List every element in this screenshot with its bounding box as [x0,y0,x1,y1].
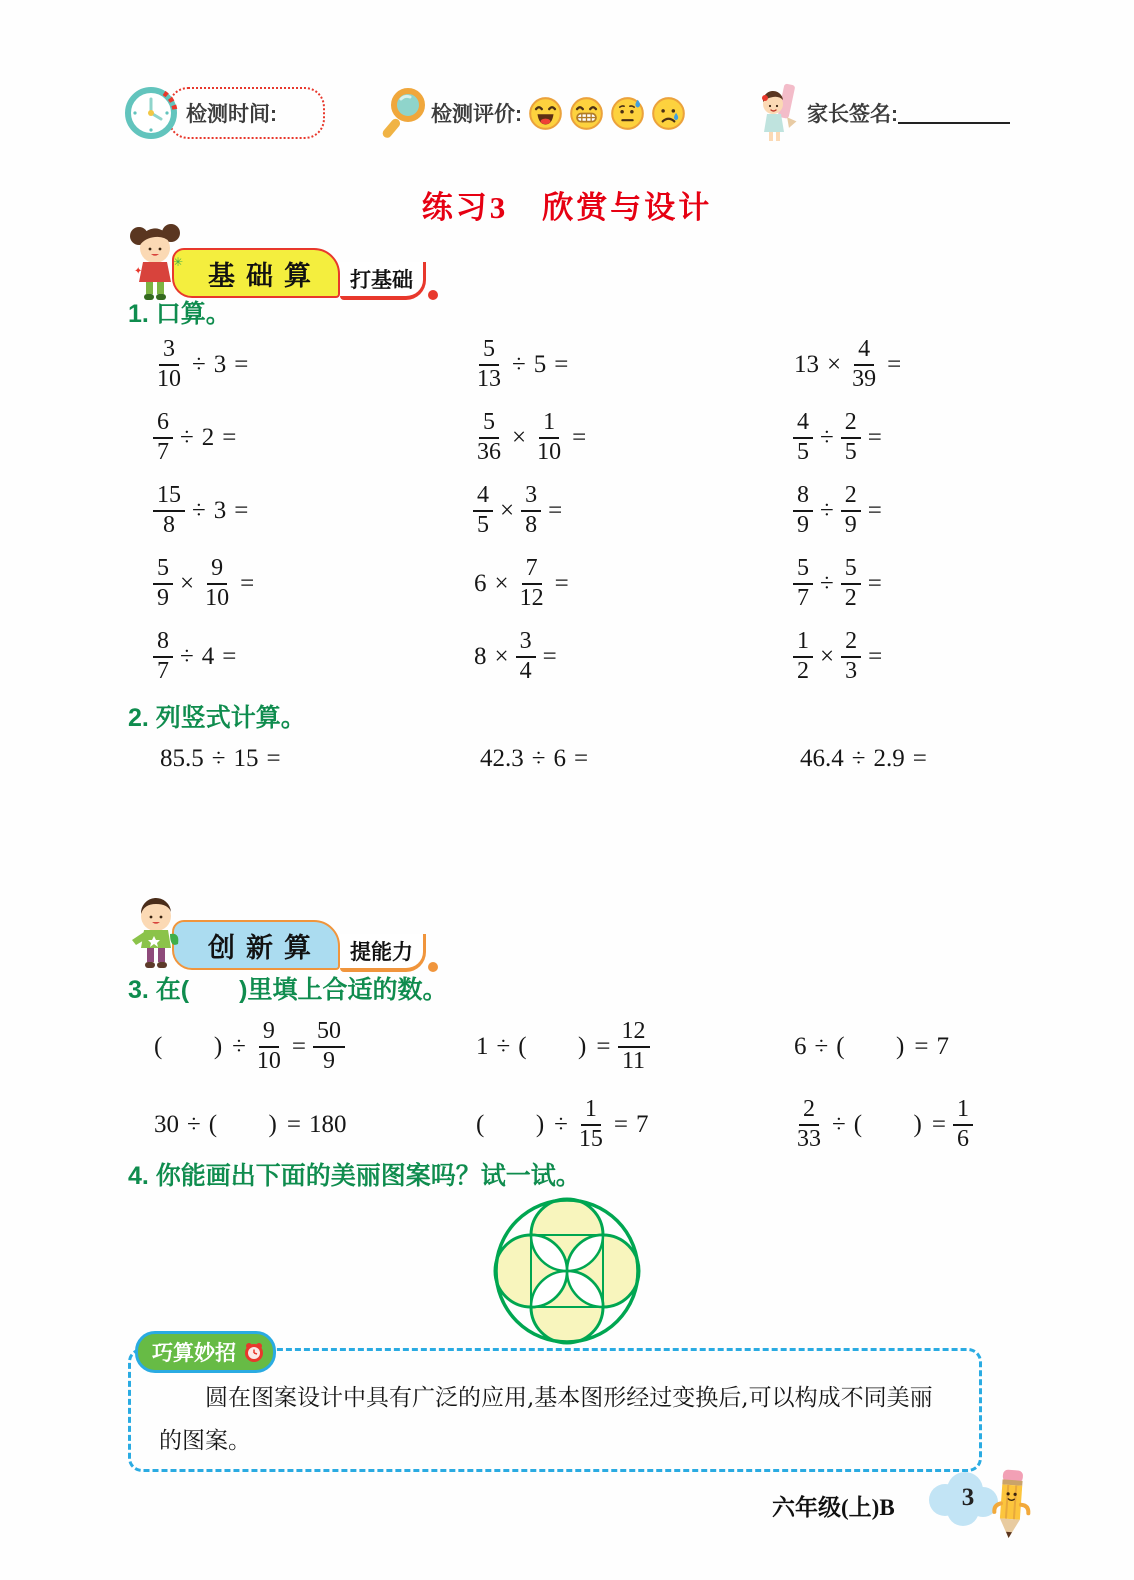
math-expression [470,337,790,393]
fraction-denominator: 6 [957,1126,969,1152]
fraction [841,483,861,539]
math-token: 4 [201,642,215,670]
fraction [793,556,813,612]
fraction-denominator: 2 [844,584,857,611]
fraction [793,629,813,685]
math-token: 6 [474,569,487,597]
evaluation-label: 检测评价: [431,103,522,126]
math-expression [150,483,470,539]
math-expression [790,1033,1050,1061]
math-token: ÷ [531,745,546,772]
math-expression [790,483,1020,539]
question2-heading: 2. 列竖式计算。 [128,704,306,732]
fraction [953,1097,973,1153]
math-expression [476,745,796,773]
fraction [575,1097,607,1153]
laughing-face-icon [528,96,563,131]
fraction-denominator: 36 [477,438,501,465]
math-token: 15 [233,745,259,772]
svg-text:✳: ✳ [173,255,184,269]
math-token: ÷ [814,1033,829,1060]
math-expression [470,410,790,466]
fraction-denominator: 9 [157,584,169,611]
signature-group [759,82,1010,144]
math-token: ÷ [187,1111,201,1138]
blank-parentheses: ( ) [208,1111,279,1138]
math-token: ÷ [820,423,834,451]
fraction [841,410,861,466]
math-token: 8 [474,642,487,670]
math-token: 30 [154,1111,179,1138]
footer-page-group [915,1458,1055,1550]
fraction-numerator: 6 [153,410,173,439]
boy-cartoon-icon [126,894,188,974]
fraction-denominator: 7 [157,657,169,684]
math-token: = [572,423,587,451]
fraction [841,556,861,612]
math-token: = [266,745,281,772]
tip-badge-label: 巧算妙招 [152,1342,236,1365]
fraction-denominator: 39 [852,365,877,392]
question2-expressions [156,730,1026,788]
math-token: = [548,496,563,524]
girl-cartoon-icon [126,222,188,302]
fraction [153,410,173,466]
math-token: = [931,1111,946,1138]
math-token: = [286,1111,301,1138]
banner-innovate-title: 创新算 [172,920,340,970]
fraction-numerator: 3 [521,483,541,512]
math-token: ÷ [820,569,834,597]
fraction [793,1097,825,1153]
math-token: × [494,569,509,597]
fraction-denominator: 8 [163,511,175,538]
fraction-numerator: 8 [153,629,173,658]
fraction [533,410,565,466]
fraction-numerator: 50 [313,1019,345,1048]
worried-sweat-face-icon [610,96,645,131]
svg-text:✦: ✦ [134,266,143,277]
math-token: ÷ [496,1033,511,1060]
fraction [516,629,536,685]
fraction-denominator: 2 [797,657,809,684]
clock-icon [124,84,182,142]
math-token: × [827,350,842,378]
fraction-numerator: 2 [841,410,861,439]
math-token: × [494,642,509,670]
math-token: ÷ [180,423,194,451]
math-token: ÷ [180,642,194,670]
crying-face-icon [651,96,686,131]
math-token: = [914,1033,929,1060]
fraction-denominator: 9 [844,511,857,538]
signature-line [898,102,1010,124]
math-expression [470,483,790,539]
question3-expressions [150,1008,1050,1164]
fraction-denominator: 13 [477,365,501,392]
fraction-numerator: 4 [793,410,813,439]
math-token: 1 [476,1033,489,1060]
math-token: ÷ [820,496,834,524]
math-token: = [868,642,883,670]
fraction-numerator: 5 [793,556,813,585]
fraction-numerator: 1 [793,629,813,658]
blank-parentheses: ( ) [853,1111,924,1138]
math-token: = [867,569,882,597]
fraction-numerator: 4 [473,483,493,512]
math-expression [156,745,476,773]
test-time-group [124,84,325,142]
fraction-numerator: 5 [841,556,861,585]
blank-parentheses: ( ) [476,1111,547,1138]
fraction-denominator: 3 [845,657,858,684]
math-expression [790,410,1020,466]
fraction-denominator: 11 [621,1048,646,1074]
math-token: 3 [213,496,227,524]
fraction-denominator: 4 [519,657,532,684]
evaluation-group [381,87,686,139]
math-expression [790,337,1020,393]
banner-basic-tag: 打基础 [340,262,426,300]
math-token: 3 [213,350,227,378]
math-token: = [912,745,927,772]
question1-heading: 1. 口算。 [128,300,231,328]
math-expression [472,1097,790,1153]
math-token: = [613,1111,628,1138]
fraction-denominator: 10 [537,438,562,465]
math-token: × [820,642,835,670]
fraction [841,629,861,685]
math-expression [150,629,470,685]
fraction [473,337,505,393]
math-expression [150,1019,472,1075]
math-expression [790,1097,1050,1153]
section-banner-basic [126,224,438,302]
math-token: = [222,642,237,670]
math-token: = [596,1033,611,1060]
test-time-box [168,87,325,139]
math-token: = [542,642,557,670]
math-token: 180 [309,1111,347,1138]
math-token: = [234,496,249,524]
fraction-numerator: 3 [159,337,179,366]
math-token: = [234,350,249,378]
math-expression [470,629,790,685]
math-expression [150,1111,472,1139]
page-title: 练习3 欣赏与设计 [421,190,713,225]
math-token: 5 [533,350,547,378]
fraction-denominator: 33 [797,1126,821,1152]
fraction-numerator: 8 [793,483,813,512]
fraction-denominator: 8 [525,511,538,538]
math-token: ÷ [192,496,206,524]
question1-expressions [150,328,1020,693]
math-token: = [554,569,569,597]
math-token: ÷ [512,350,526,378]
banner-basic-title: 基础算 [172,248,340,298]
fraction-numerator: 5 [479,410,499,439]
math-expression [796,745,1026,773]
math-token: = [573,745,589,772]
fraction [521,483,541,539]
math-token: 6 [553,745,566,772]
fraction-denominator: 10 [256,1048,281,1074]
math-token: ÷ [232,1033,246,1060]
math-expression [472,1019,790,1075]
fraction [153,337,185,393]
math-token: = [222,423,237,451]
test-time-label: 检测时间: [186,103,277,126]
math-token: 7 [936,1033,949,1060]
math-token: 13 [794,350,819,378]
fraction [473,483,493,539]
math-token: = [240,569,255,597]
question3-heading: 3. 在( )里填上合适的数。 [128,976,448,1004]
math-expression [790,556,1020,612]
tip-badge [135,1331,276,1373]
page-cloud-pencil-icon [915,1458,1055,1550]
math-expression [150,337,470,393]
fraction-denominator: 9 [323,1048,335,1074]
fraction-denominator: 5 [797,438,809,465]
fraction-numerator: 4 [854,337,874,366]
fraction-denominator: 12 [519,584,544,611]
fraction-numerator: 1 [581,1097,601,1126]
fraction [153,629,173,685]
math-token: ÷ [211,745,226,772]
math-token: ÷ [554,1111,568,1138]
fraction-denominator: 15 [578,1126,603,1152]
circle-pattern-figure [489,1196,645,1351]
fraction-denominator: 5 [477,511,489,538]
fraction-denominator: 7 [157,438,169,465]
blank-parentheses: ( ) [518,1033,589,1060]
fraction [201,556,233,612]
blank-parentheses: ( ) [836,1033,907,1060]
fraction-numerator: 3 [516,629,536,658]
footer-grade-label: 六年级(上)B [772,1495,895,1520]
girl-with-pencil-icon [759,82,803,144]
fraction-numerator: 2 [841,483,861,512]
math-expression [150,410,470,466]
fraction [473,410,505,466]
fraction-denominator: 10 [205,584,230,611]
fraction-numerator: 7 [522,556,542,585]
fraction-denominator: 7 [797,584,809,611]
banner-innovate-tag: 提能力 [340,934,426,972]
tip-box [128,1342,982,1472]
math-token: ÷ [851,745,866,772]
math-token: 2.9 [873,745,905,772]
math-token: ÷ [832,1111,846,1138]
math-token: × [180,569,195,597]
fraction-numerator: 1 [539,410,559,439]
grinning-teeth-face-icon [569,96,604,131]
fraction-denominator: 9 [797,511,809,538]
alarm-clock-icon [241,1340,265,1364]
fraction-numerator: 9 [259,1019,279,1048]
math-token: × [512,423,527,451]
fraction [253,1019,285,1075]
math-expression [150,556,470,612]
math-expression [470,556,790,612]
banner-dot [428,290,438,300]
fraction-numerator: 15 [153,483,185,512]
fraction-numerator: 2 [841,629,861,658]
fraction-numerator: 2 [799,1097,819,1126]
fraction [313,1019,345,1075]
fraction [516,556,548,612]
emoji-row [528,96,686,131]
fraction-denominator: 10 [157,365,181,392]
fraction [153,483,185,539]
math-token: = [291,1033,306,1060]
math-token: = [867,496,882,524]
signature-label: 家长签名: [807,103,898,126]
math-token: 85.5 [160,745,204,772]
math-token: = [867,423,882,451]
math-expression [790,629,1020,685]
tip-text: 圆在图案设计中具有广泛的应用,基本图形经过变换后,可以构成不同美丽的图案。 [159,1385,933,1454]
math-token: 42.3 [480,745,524,772]
math-token: ÷ [192,350,206,378]
fraction-numerator: 5 [153,556,173,585]
fraction [153,556,173,612]
fraction [793,483,813,539]
fraction-numerator: 9 [207,556,227,585]
magnifier-icon [381,87,431,139]
fraction [618,1019,650,1075]
math-token: = [554,350,569,378]
math-token: = [887,350,902,378]
math-token: 2 [201,423,215,451]
math-token: 6 [794,1033,807,1060]
math-token: × [500,496,515,524]
math-token: 7 [636,1111,649,1138]
fraction-denominator: 5 [844,438,857,465]
fraction [793,410,813,466]
fraction-numerator: 12 [618,1019,650,1048]
question4-heading: 4. 你能画出下面的美丽图案吗？试一试。 [128,1162,581,1190]
section-banner-innovate [126,896,438,974]
page-number: 3 [961,1484,975,1511]
circle-pattern-svg [489,1196,645,1346]
fraction-numerator: 1 [953,1097,973,1126]
fraction [848,337,880,393]
worksheet-header [124,78,1010,148]
math-token: 46.4 [800,745,844,772]
blank-parentheses: ( ) [154,1033,225,1060]
fraction-numerator: 5 [479,337,499,366]
